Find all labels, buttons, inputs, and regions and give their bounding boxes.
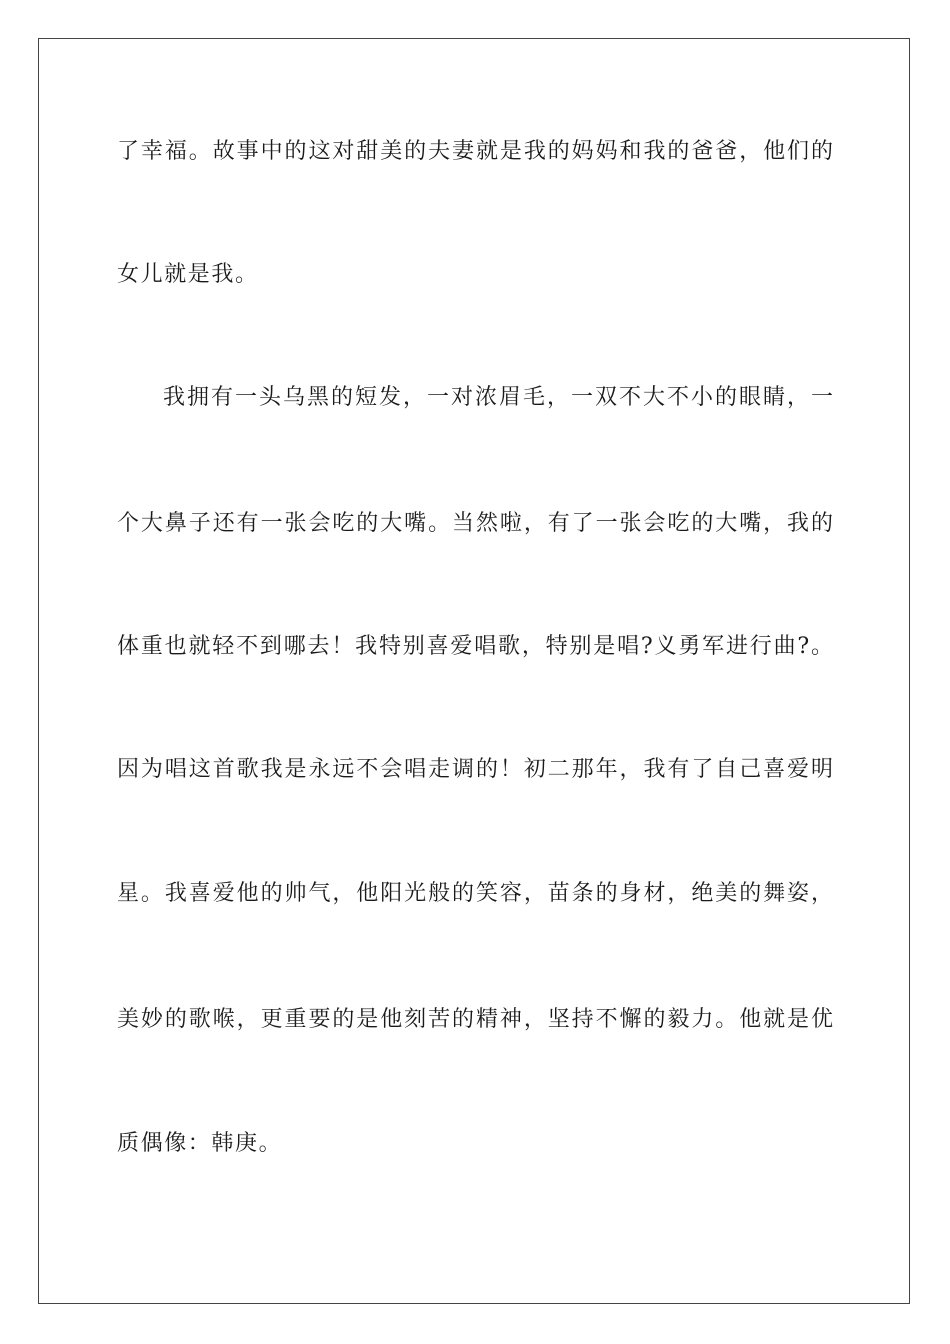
paragraph-line: 因为唱这首歌我是永远不会唱走调的！初二那年，我有了自己喜爱明 [117, 757, 833, 782]
page-border [38, 38, 910, 1304]
paragraph-line: 体重也就轻不到哪去！我特别喜爱唱歌，特别是唱?义勇军进行曲?。 [117, 634, 833, 659]
paragraph-first-line: 我拥有一头乌黑的短发，一对浓眉毛，一双不大不小的眼睛，一 [163, 385, 833, 410]
paragraph-line: 了幸福。故事中的这对甜美的夫妻就是我的妈妈和我的爸爸，他们的 [117, 139, 833, 164]
paragraph-line: 个大鼻子还有一张会吃的大嘴。当然啦，有了一张会吃的大嘴，我的 [117, 511, 833, 536]
paragraph-line: 质偶像：韩庚。 [117, 1131, 283, 1156]
paragraph-line: 女儿就是我。 [117, 262, 259, 287]
paragraph-line: 美妙的歌喉，更重要的是他刻苦的精神，坚持不懈的毅力。他就是优 [117, 1007, 833, 1032]
paragraph-line: 星。我喜爱他的帅气，他阳光般的笑容，苗条的身材，绝美的舞姿， [117, 881, 833, 906]
